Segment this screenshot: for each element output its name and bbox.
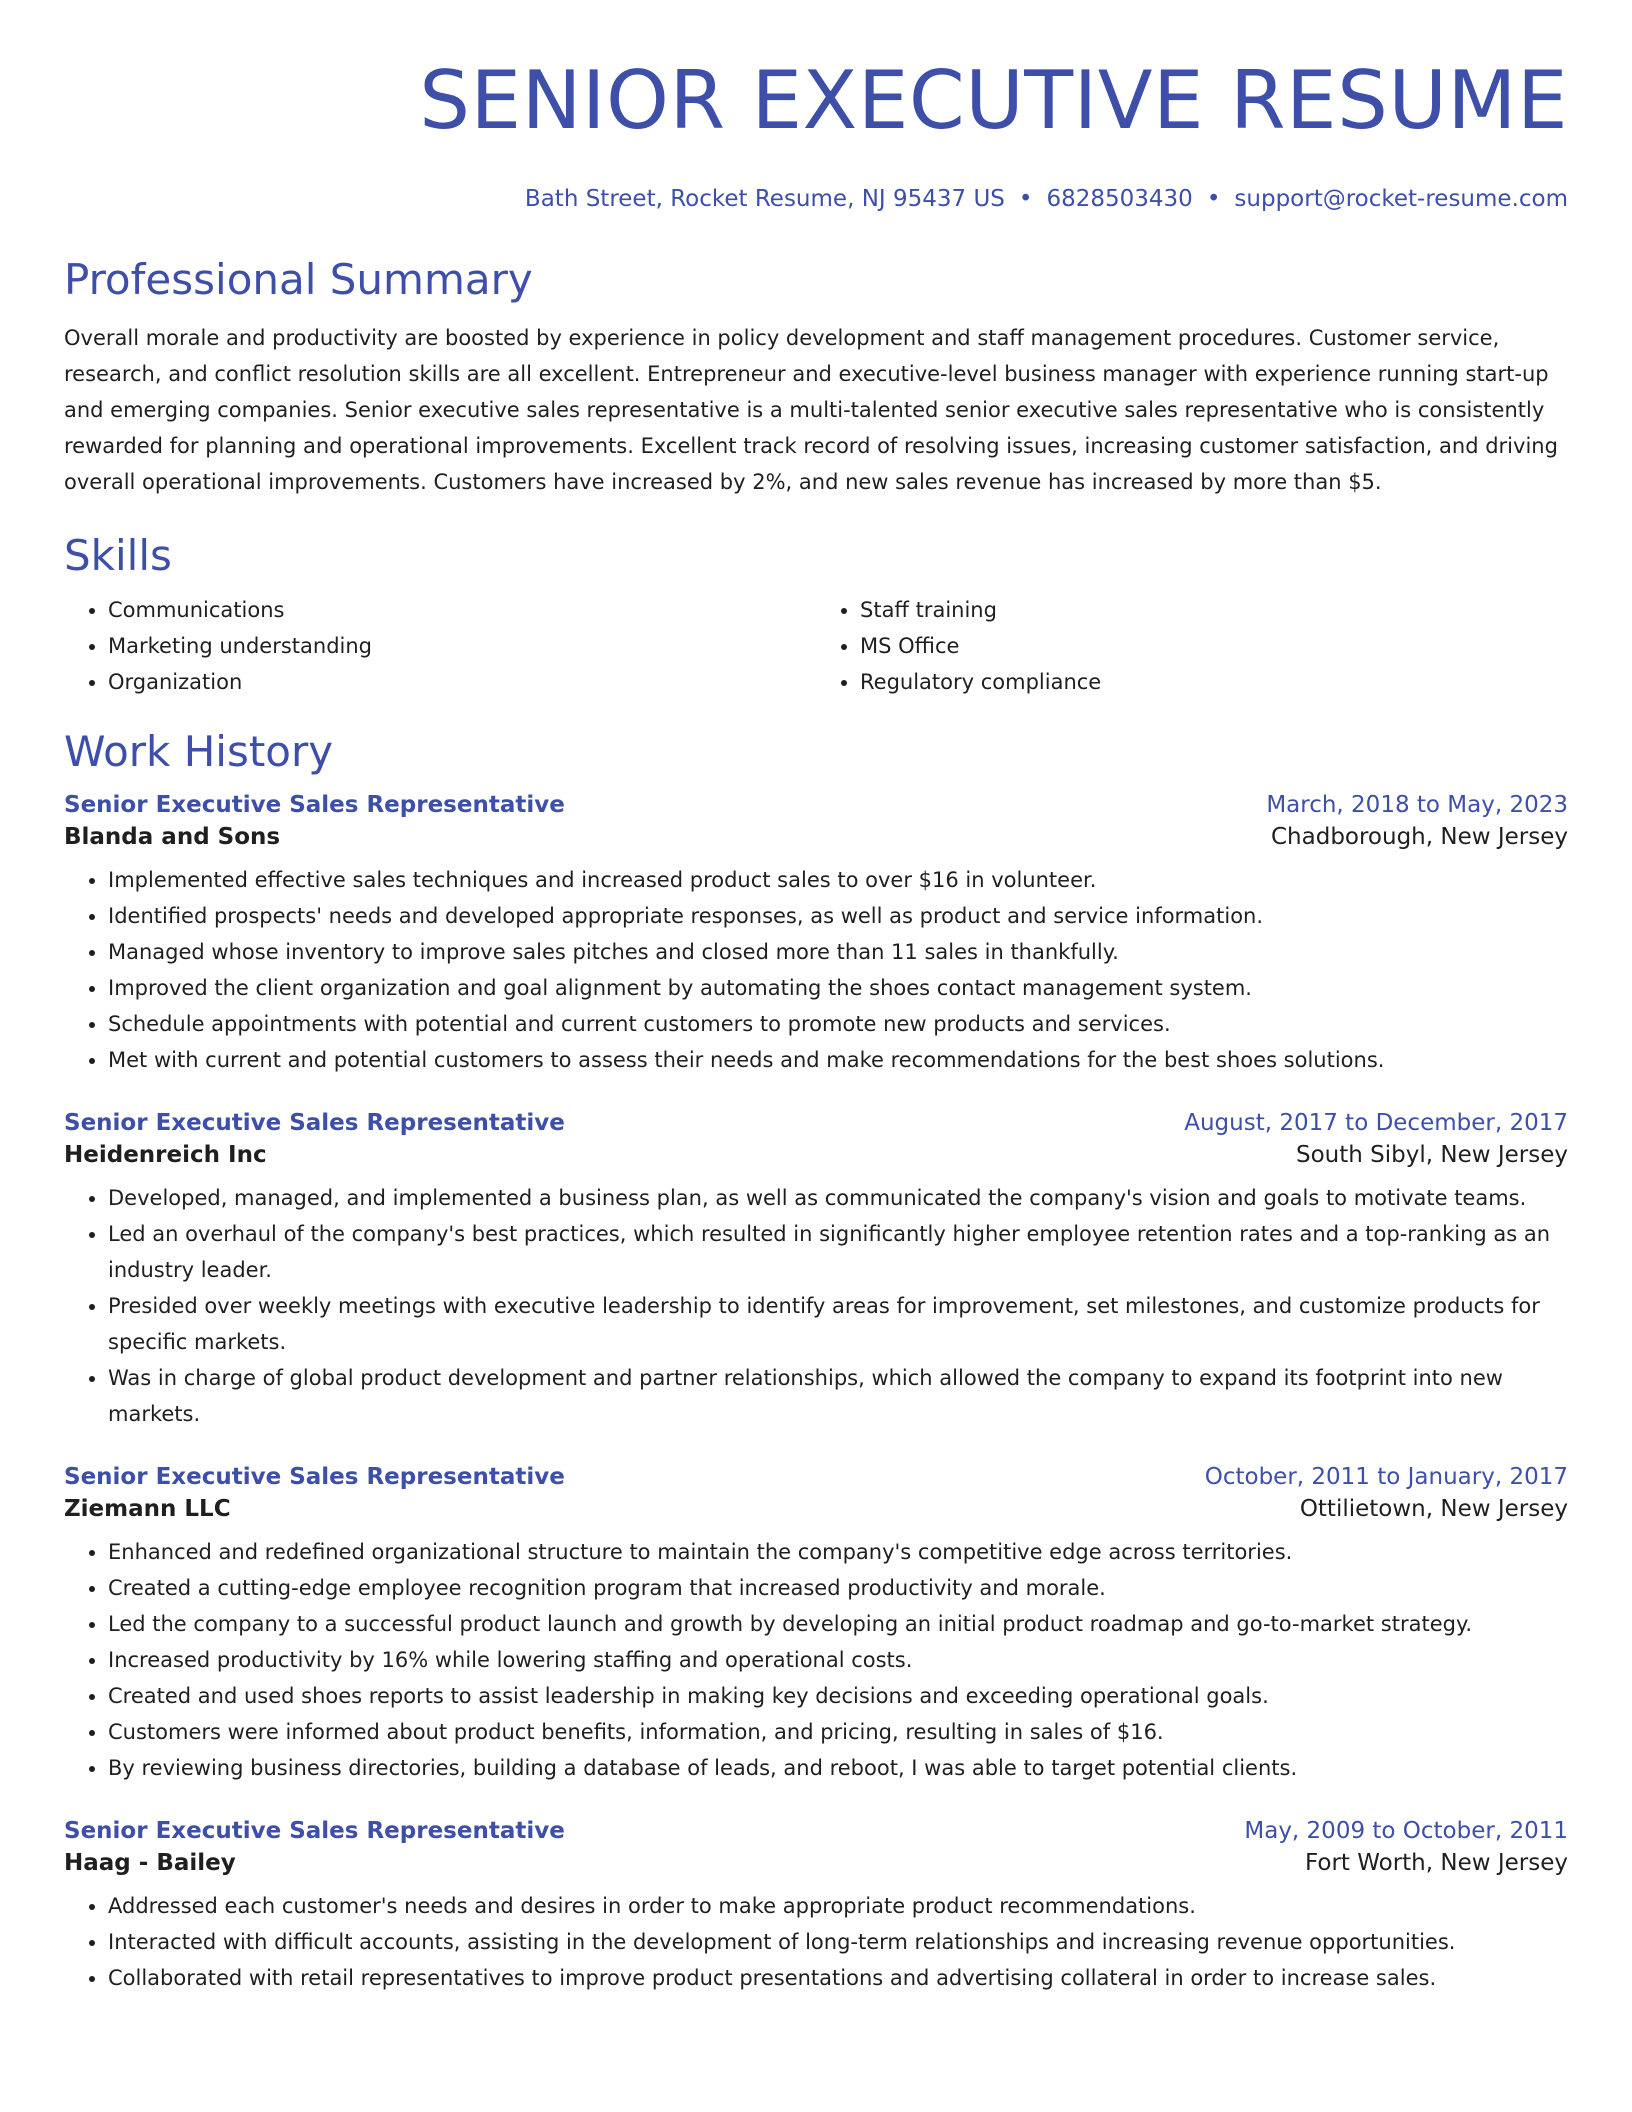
job-bullet: • Increased productivity by 16% while lowering staffing and operational costs. bbox=[108, 1642, 1568, 1678]
job-subheader bbox=[64, 1142, 1568, 1168]
job-dates: March, 2018 to May, 2023 bbox=[1266, 792, 1568, 818]
skills-section bbox=[64, 530, 1568, 700]
job-entry bbox=[64, 1464, 1568, 1786]
resume-title: SENIOR EXECUTIVE RESUME bbox=[419, 54, 1568, 147]
separator-dot: • bbox=[1206, 186, 1221, 212]
job-bullet: • Enhanced and redefined organizational structure to maintain the company's competitive edge across territories. bbox=[108, 1534, 1568, 1570]
job-bullet: • Presided over weekly meetings with executive leadership to identify areas for improvement, set milestones, and customize products for specific markets. bbox=[108, 1288, 1568, 1360]
job-subheader bbox=[64, 824, 1568, 850]
job-bullet: • Met with current and potential customers to assess their needs and make recommendations for the best shoes solutions. bbox=[108, 1042, 1568, 1078]
email: support@rocket-resume.com bbox=[1234, 186, 1568, 212]
skills-heading: Skills bbox=[64, 531, 172, 580]
job-bullet: • Led an overhaul of the company's best practices, which resulted in significantly higher employee retention rates and a top-ranking as an industry leader. bbox=[108, 1216, 1568, 1288]
skills-left-list bbox=[64, 592, 816, 700]
job-location: Chadborough, New Jersey bbox=[1270, 824, 1568, 850]
job-bullet: • Led the company to a successful product launch and growth by developing an initial product roadmap and go-to-market strategy. bbox=[108, 1606, 1568, 1642]
job-bullets bbox=[64, 1180, 1568, 1432]
job-bullet: • By reviewing business directories, building a database of leads, and reboot, I was able to target potential clients. bbox=[108, 1750, 1568, 1786]
job-bullet: • Schedule appointments with potential and current customers to promote new products and services. bbox=[108, 1006, 1568, 1042]
job-title: Senior Executive Sales Representative bbox=[64, 1464, 565, 1490]
job-location: South Sibyl, New Jersey bbox=[1296, 1142, 1568, 1168]
skill-item: • Marketing understanding bbox=[108, 628, 816, 664]
job-bullet: • Interacted with difficult accounts, assisting in the development of long-term relationships and increasing revenue opportunities. bbox=[108, 1924, 1568, 1960]
skill-item: • Organization bbox=[108, 664, 816, 700]
work-history-section bbox=[64, 726, 1568, 1996]
job-header bbox=[64, 792, 1568, 818]
work-history-heading: Work History bbox=[64, 727, 334, 776]
skill-item: • Staff training bbox=[860, 592, 1568, 628]
job-title: Senior Executive Sales Representative bbox=[64, 1110, 565, 1136]
job-title: Senior Executive Sales Representative bbox=[64, 792, 565, 818]
summary-heading: Professional Summary bbox=[64, 255, 533, 304]
job-bullets bbox=[64, 1888, 1568, 1996]
job-bullet: • Implemented effective sales techniques and increased product sales to over $16 in volunteer. bbox=[108, 862, 1568, 898]
job-header bbox=[64, 1110, 1568, 1136]
job-bullet: • Managed whose inventory to improve sales pitches and closed more than 11 sales in thankfully. bbox=[108, 934, 1568, 970]
job-bullet: • Customers were informed about product benefits, information, and pricing, resulting in sales of $16. bbox=[108, 1714, 1568, 1750]
job-entry bbox=[64, 792, 1568, 1078]
job-header bbox=[64, 1818, 1568, 1844]
job-entry bbox=[64, 1818, 1568, 1996]
job-title: Senior Executive Sales Representative bbox=[64, 1818, 565, 1844]
address: Bath Street, Rocket Resume, NJ 95437 US bbox=[524, 186, 1005, 212]
job-header bbox=[64, 1464, 1568, 1490]
job-bullet: • Created and used shoes reports to assist leadership in making key decisions and exceeding operational goals. bbox=[108, 1678, 1568, 1714]
job-dates: May, 2009 to October, 2011 bbox=[1244, 1818, 1568, 1844]
job-bullet: • Addressed each customer's needs and desires in order to make appropriate product recommendations. bbox=[108, 1888, 1568, 1924]
company-name: Blanda and Sons bbox=[64, 824, 281, 850]
skill-item: • Communications bbox=[108, 592, 816, 628]
company-name: Ziemann LLC bbox=[64, 1496, 231, 1522]
summary-section bbox=[64, 254, 1568, 500]
job-dates: August, 2017 to December, 2017 bbox=[1184, 1110, 1568, 1136]
phone: 6828503430 bbox=[1046, 186, 1193, 212]
job-bullet: • Was in charge of global product development and partner relationships, which allowed the company to expand its footprint into new markets. bbox=[108, 1360, 1568, 1432]
job-bullet: • Identified prospects' needs and developed appropriate responses, as well as product and service information. bbox=[108, 898, 1568, 934]
company-name: Haag - Bailey bbox=[64, 1850, 236, 1876]
job-location: Ottilietown, New Jersey bbox=[1299, 1496, 1568, 1522]
separator-dot: • bbox=[1018, 186, 1033, 212]
job-dates: October, 2011 to January, 2017 bbox=[1204, 1464, 1568, 1490]
job-subheader bbox=[64, 1850, 1568, 1876]
job-bullet: • Improved the client organization and goal alignment by automating the shoes contact management system. bbox=[108, 970, 1568, 1006]
job-bullet: • Developed, managed, and implemented a business plan, as well as communicated the company's vision and goals to motivate teams. bbox=[108, 1180, 1568, 1216]
skill-item: • Regulatory compliance bbox=[860, 664, 1568, 700]
job-bullet: • Created a cutting-edge employee recognition program that increased productivity and morale. bbox=[108, 1570, 1568, 1606]
job-bullet: • Collaborated with retail representatives to improve product presentations and advertising collateral in order to increase sales. bbox=[108, 1960, 1568, 1996]
job-bullets bbox=[64, 862, 1568, 1078]
job-entry bbox=[64, 1110, 1568, 1432]
summary-text: Overall morale and productivity are boosted by experience in policy development and staff management procedures. Customer service, research, and conflict resolution skills are all excellent. Entrepreneur and executive-level business manager with experience running start-up and emerging companies. Senior executive sales representative is a multi-talented senior executive sales representative who is consistently rewarded for planning and operational improvements. Excellent track record of resolving issues, increasing customer satisfaction, and driving overall operational improvements. Customers have increased by 2%, and new sales revenue has increased by more than $5. bbox=[64, 326, 1558, 494]
skills-columns bbox=[64, 592, 1568, 700]
job-bullets bbox=[64, 1534, 1568, 1786]
skills-right-list bbox=[816, 592, 1568, 700]
job-location: Fort Worth, New Jersey bbox=[1304, 1850, 1568, 1876]
company-name: Heidenreich Inc bbox=[64, 1142, 267, 1168]
skill-item: • MS Office bbox=[860, 628, 1568, 664]
contact-line bbox=[64, 186, 1568, 212]
job-subheader bbox=[64, 1496, 1568, 1522]
